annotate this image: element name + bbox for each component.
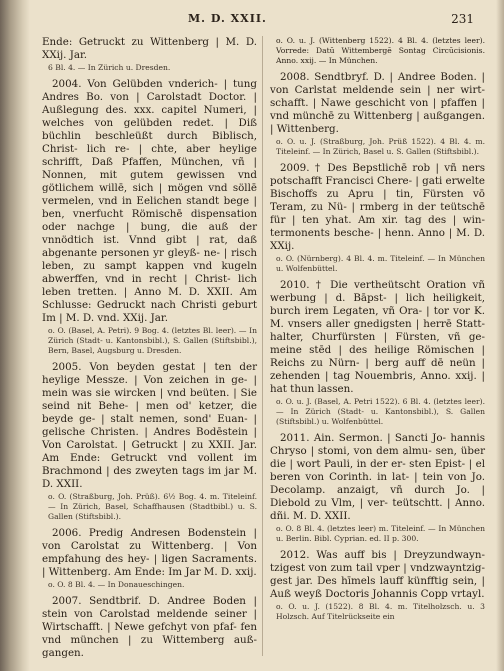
left-entry-text: Ende: Getruckt zu Wittenberg | M. D. XXij. Jar. bbox=[42, 36, 257, 61]
left-entry-note: o. O. (Basel, A. Petri). 9 Bog. 4. (letztes Bl. leer). — In Zürich (Stadt- u. Kantonsbibl.), S. Gallen (Stiftsbibl.), Bern, Basel, Augsburg u. Dresden. bbox=[48, 326, 257, 355]
page-gutter-shadow bbox=[0, 0, 30, 671]
running-head: M. D. XXII. bbox=[188, 12, 267, 25]
page-header bbox=[40, 12, 480, 30]
right-entry-text: 2009. † Des Bepstlichē rob | vñ ners potschafft Francisci Chere- | gati erwelte Bischoffs zu Apru | tin, Fürsten vō Teram, zu Nü- | rmberg in der teütschē für | ten yhat. Am xir. tag des | win- termonents besche- | henn. Anno | M. D. XXij. bbox=[270, 162, 485, 252]
right-entry bbox=[270, 279, 485, 427]
page-number: 231 bbox=[451, 12, 474, 26]
right-entry bbox=[270, 549, 485, 622]
left-entry bbox=[42, 527, 257, 590]
right-entry-note: o. O. u. J. (Basel, A. Petri 1522). 6 Bl. 4. (letztes leer). — In Zürich (Stadt- u. Kantonsbibl.), S. Gallen (Stiftsbibl.) u. Wolfenbüttel. bbox=[276, 397, 485, 426]
right-entry-text: 2011. Ain. Sermon. | Sancti Jo- hannis Chryso | stomi, von dem almu- sen, über die | wort Pauli, in der er- sten Epist- | el beren von Corinth. in lat- | tein von Jo. Decolamp. anzaigt, vñ durch Jo. | Diebold zu Vlm, | ver- teütschtt. | Anno. dñi. M. D. XXII. bbox=[270, 432, 485, 522]
page-edge-shadow bbox=[496, 0, 504, 671]
right-entry-note: o. O. 8 Bl. 4. (letztes leer) m. Titeleinf. — In München u. Berlin. Bibl. Cyprian. ed. II p. 300. bbox=[276, 524, 485, 543]
right-column bbox=[270, 36, 485, 627]
left-entry-text: 2004. Von Gelübden vnderich- | tung Andres Bo. von | Carolstadt Doctor. | Außlegung des. xxx. capitel Numeri, | welches von gelübden redet. | Diß büchlin beschleüßt durch Biblisch, Christ- lich re- | chte, aber heylige schrifft, Daß Pfaffen, München, vñ | Nonnen, mit gutem gewissen vnd götlichem willē, sich | mögen vnd söllē vermelen, vnd in Eelichen standt bege | ben, vnerfucht Römischē dispensation oder nachge | bung, die auß der vnnödtich ist. Vnnd gibt | rat, daß abgenante personen yr gleyß- ne- | risch leben, zu sampt kappen vnd kugeln abwerffen, vnd in recht | Christ- lich leben tretten. | Anno M. D. XXII. Am Schlusse: Gedruckt nach Christi geburt Im | M. D. vnd. XXij. Jar. bbox=[42, 78, 257, 324]
left-entry bbox=[42, 595, 257, 660]
left-entry-text: 2006. Predig Andresen Bodenstein | von Carolstat zu Wittenberg. | Von empfahung des hey- | ligen Sacraments. | Wittenberg. Am Ende: Im Jar M. D. xxij. bbox=[42, 527, 257, 578]
right-entry bbox=[270, 36, 485, 66]
left-column bbox=[42, 36, 257, 665]
right-entry-text: 2012. Was auff bis | Dreyzundwayn- tzigest von zum tail vper | vndzwayntzig- gest jar. Des hīmels lauff künfftig sein, | Auß weyß Doctoris Johannis Copp vrtayl. bbox=[270, 549, 485, 600]
column-divider bbox=[262, 36, 263, 656]
right-entry-note: o. O. (Nürnberg). 4 Bl. 4. m. Titeleinf. — In München u. Wolfenbüttel. bbox=[276, 254, 485, 273]
right-entry-note: o. O. u. J. (Straßburg, Joh. Prüß 1522). 4 Bl. 4. m. Titeleinf. — In Zürich, Basel u. S. Gallen (Stiftsbibl.). bbox=[276, 137, 485, 156]
right-entry-text: o. O. u. J. (Wittenberg 1522). 4 Bl. 4. (letztes leer). Vorrede: Datū Wittembergē Sontag Circūcisionis. Anno. xxij. — In München. bbox=[276, 36, 485, 65]
right-entry bbox=[270, 432, 485, 544]
right-entry-note: o. O. u. J. (1522). 8 Bl. 4. m. Titelholzsch. u. 3 Holzsch. Auf Titelrückseite ein bbox=[276, 602, 485, 621]
left-entry bbox=[42, 36, 257, 73]
left-entry-note: 6 Bl. 4. — In Zürich u. Dresden. bbox=[48, 63, 171, 72]
right-entry-text: 2008. Sendtbryf. D. | Andree Boden. | von Carlstat meldende sein | ner wirt- schafft. | Nawe geschicht von | pfaffen | vnd münchē zu Wittenberg | außgangen. | Wittenberg. bbox=[270, 71, 485, 135]
left-entry-text: 2007. Sendtbrif. D. Andree Boden | stein von Carolstad meldende seiner | Wirtschafft. | Newe gefchyt von pfaf- fen vnd münchen | zu Wittemberg auß- gangen. bbox=[42, 595, 257, 659]
left-entry-note: o. O. 8 Bl. 4. — In Donaueschingen. bbox=[48, 580, 185, 589]
right-entry bbox=[270, 162, 485, 274]
left-entry-text: 2005. Von beyden gestat | ten der heylige Messze. | Von zeichen in ge- | mein was sie wircken | vnd beüten. | Sie seind nit Behe- | men od' ketzer, die beyde ge- | stalt nemen, sond' Euan- | gelische Christen. | Andres Bodēstein | Von Carolstat. | Getruckt | zu XXII. Jar. Am Ende: Getruckt vnd vollent im Brachmond | des zweyten tags im jar M. D. XXII. bbox=[42, 361, 257, 490]
left-entry bbox=[42, 78, 257, 356]
left-entry-note: o. O. (Straßburg, Joh. Prüß). 6½ Bog. 4. m. Titeleinf. — In Zürich, Basel, Schaffhausen (Stadtbibl.) u. S. Gallen (Stiftsbibl.). bbox=[48, 492, 257, 521]
left-entry bbox=[42, 361, 257, 522]
right-entry bbox=[270, 71, 485, 157]
right-entry-text: 2010. † Die vertheütscht Oration vñ werbung | d. Bāpst- | lich heiligkeit, burch irem Legaten, vñ Ora- | tor vor K. M. vnsers aller gnedigsten | herrē Statt- halter, Churfürsten | Fürsten, vñ ge- meine stēd | des heilige Römischen | Reichs zu Nürn- | berg auff dē neün | zehenden | tag Nouembris, Anno. xxij. | hat thun lassen. bbox=[270, 279, 485, 395]
